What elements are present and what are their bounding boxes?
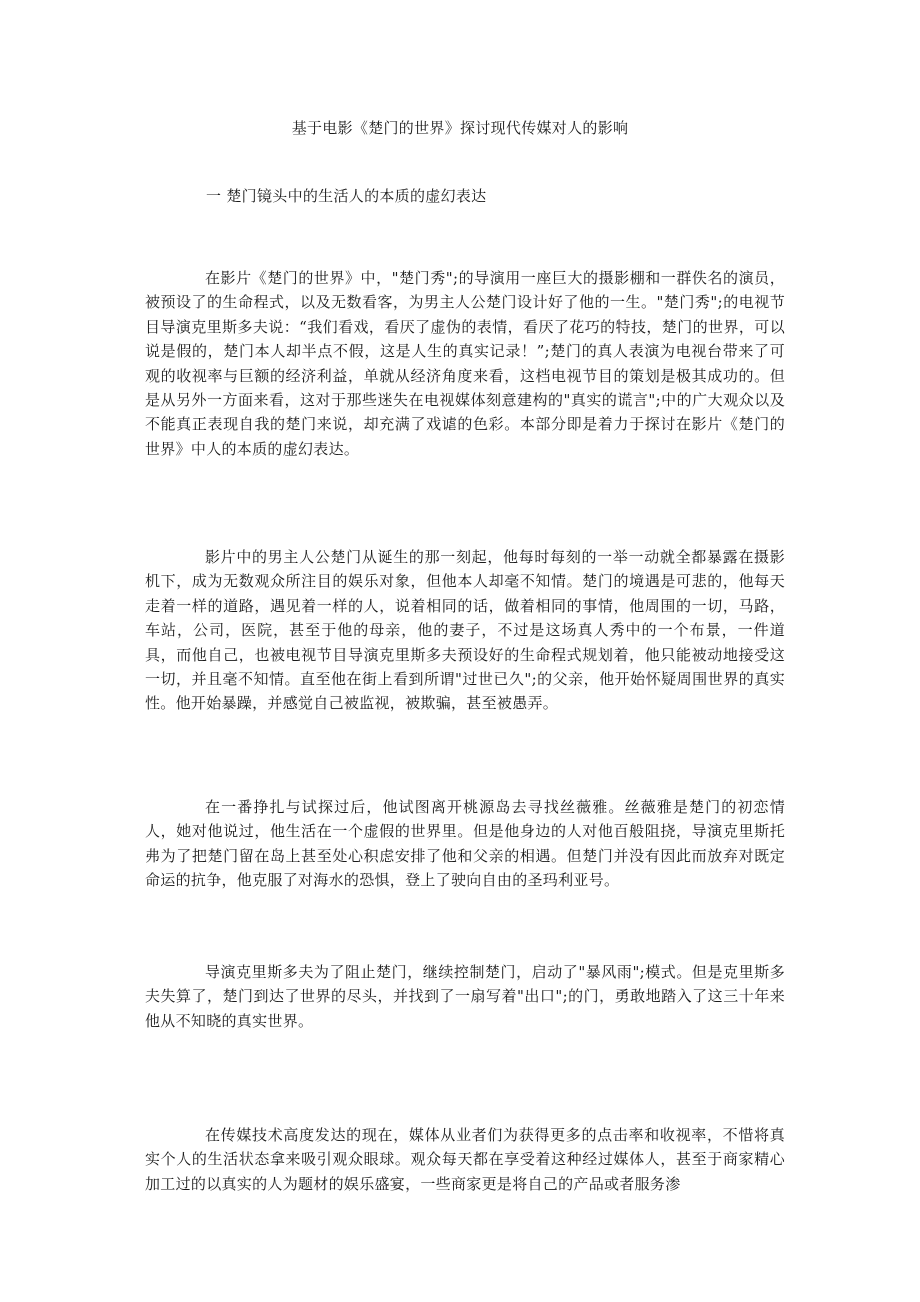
paragraph-5: 在传媒技术高度发达的现在，媒体从业者们为获得更多的点击率和收视率，不惜将真实个人的生活状态拿来吸引观众眼球。观众每天都在享受着这种经过媒体人，甚至于商家精心加工过的以真实的人为题材的娱乐盛宴，一些商家更是将自己的产品或者服务渗 [145,1126,785,1193]
paragraph-3: 在一番挣扎与试探过后，他试图离开桃源岛去寻找丝薇雅。丝薇雅是楚门的初恋情人，她对他说过，他生活在一个虚假的世界里。但是他身边的人对他百般阻挠，导演克里斯托弗为了把楚门留在岛上甚至处心积虑安排了他和父亲的相遇。但楚门并没有因此而放弃对既定命运的抗争，他克服了对海水的恐惧，登上了驶向自由的圣玛利亚号。 [145,798,785,890]
paragraph-2: 影片中的男主人公楚门从诞生的那一刻起，他每时每刻的一举一动就全都暴露在摄影机下，成为无数观众所注目的娱乐对象，但他本人却毫不知情。楚门的境遇是可悲的，他每天走着一样的道路，遇见着一样的人，说着相同的话，做着相同的事情，他周围的一切，马路，车站，公司，医院，甚至于他的母亲，他的妻子，不过是这场真人秀中的一个布景，一件道具，而他自己，也被电视节目导演克里斯多夫预设好的生命程式规划着，他只能被动地接受这一切，并且毫不知情。直至他在街上看到所谓"过世已久";的父亲，他开始怀疑周围世界的真实性。他开始暴躁，并感觉自己被监视，被欺骗，甚至被愚弄。 [145,548,785,713]
paragraph-4: 导演克里斯多夫为了阻止楚门，继续控制楚门，启动了"暴风雨";模式。但是克里斯多夫失算了，楚门到达了世界的尽头，并找到了一扇写着"出口";的门，勇敢地踏入了这三十年来他从不知晓的真实世界。 [145,963,785,1030]
paragraph-1: 在影片《楚门的世界》中，"楚门秀";的导演用一座巨大的摄影棚和一群佚名的演员，被预设了的生命程式，以及无数看客，为男主人公楚门设计好了他的一生。"楚门秀";的电视节目导演克里斯多夫说：“我们看戏，看厌了虚伪的表情，看厌了花巧的特技，楚门的世界，可以说是假的，楚门本人却半点不假，这是人生的真实记录！”;楚门的真人表演为电视台带来了可观的收视率与巨额的经济利益，单就从经济角度来看，这档电视节目的策划是极其成功的。但是从另外一方面来看，这对于那些迷失在电视媒体刻意建构的"真实的谎言";中的广大观众以及不能真正表现自我的楚门来说，却充满了戏谑的色彩。本部分即是着力于探讨在影片《楚门的世界》中人的本质的虚幻表达。 [145,269,785,458]
document-title: 基于电影《楚门的世界》探讨现代传媒对人的影响 [291,119,629,137]
section-heading: 一 楚门镜头中的生活人的本质的虚幻表达 [206,187,487,205]
